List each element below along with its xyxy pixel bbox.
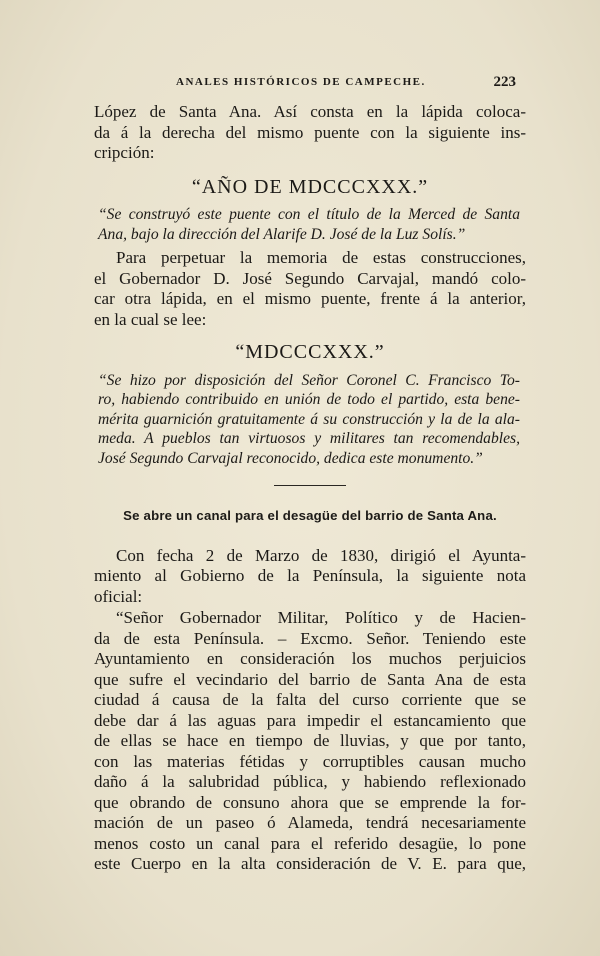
- text-line: oficial:: [94, 586, 143, 606]
- text-line: Ayuntamiento en consideración los muchos perjuicios: [94, 649, 526, 668]
- inscription-quote: [98, 371, 520, 469]
- quote-line: ro, habiendo contribuido en unión de todo el partido, esta bene-: [98, 391, 520, 408]
- text-line: este Cuerpo en la alta consideración de V. E. para que,: [94, 854, 526, 873]
- text-line: que obrando de consuno ahora que se emprende la for-: [94, 792, 526, 812]
- text-line: da de esta Península. – Excmo. Señor. Teniendo este: [94, 628, 526, 648]
- text-line: “Señor Gobernador Militar, Político y de Hacien-: [116, 608, 526, 627]
- paragraph-second-lapida: [94, 248, 526, 330]
- text-line: daño á la salubridad pública, y habiendo reflexionado: [94, 772, 526, 791]
- text-line: el Gobernador D. José Segundo Carvajal, mandó colo-: [94, 268, 526, 288]
- text-line: que sufre el vecindario del barrio de Santa Ana de esta: [94, 669, 526, 689]
- quote-line: “Se construyó este puente con el título de la Merced de Santa: [98, 206, 520, 223]
- quote-line: Ana, bajo la dirección del Alarife D. José de la Luz Solís.”: [98, 225, 466, 243]
- text-line: Con fecha 2 de Marzo de 1830, dirigió el Ayunta-: [116, 545, 526, 565]
- text-line: Para perpetuar la memoria de estas construcciones,: [116, 248, 526, 267]
- quote-line: José Segundo Carvajal reconocido, dedica este monumento.”: [98, 449, 483, 467]
- text-line: cripción:: [94, 143, 155, 162]
- section-divider: [274, 485, 346, 486]
- quote-line: meda. A pueblos tan virtuosos y militares tan recomendables,: [98, 430, 520, 447]
- quote-line: mérita guarnición gratuitamente á su construcción y la de la ala-: [98, 410, 520, 428]
- text-line: car otra lápida, en el mismo puente, frente á la anterior,: [94, 289, 526, 308]
- page-header: [176, 74, 516, 94]
- text-line: debe dar á las aguas para impedir el estancamiento que: [94, 710, 526, 730]
- text-line: mación de un paseo ó Alameda, tendrá necesariamente: [94, 813, 526, 832]
- quote-line: “Se hizo por disposición del Señor Coronel C. Francisco To-: [98, 371, 520, 389]
- text-line: menos costo un canal para el referido desagüe, lo pone: [94, 833, 526, 853]
- inscription-title: “AÑO DE MDCCCXXX.”: [191, 175, 429, 198]
- paragraph-nota-oficial: [94, 546, 526, 608]
- text-line: López de Santa Ana. Así consta en la lápida coloca-: [94, 102, 526, 121]
- running-head: ANALES HISTÓRICOS DE CAMPECHE.: [176, 76, 426, 88]
- inscription-title: “MDCCCXXX.”: [235, 341, 385, 363]
- paragraph-lapida-intro: [94, 102, 526, 164]
- page-number: 223: [493, 74, 516, 90]
- paragraph-letter: [94, 608, 526, 875]
- inscription-quote: [98, 205, 520, 244]
- text-line: miento al Gobierno de la Península, la siguiente nota: [94, 566, 526, 585]
- text-line: de ellas se hace en tiempo de lluvias, y que por tanto,: [94, 731, 526, 750]
- section-heading: Se abre un canal para el desagüe del barrio de Santa Ana.: [123, 508, 497, 523]
- page-body: [94, 102, 526, 875]
- text-line: ciudad á causa de la falta del curso corriente que se: [94, 690, 526, 709]
- text-line: da á la derecha del mismo puente con la siguiente ins-: [94, 122, 526, 142]
- text-line: en la cual se lee:: [94, 309, 207, 329]
- text-line: con las materias fétidas y corruptibles causan mucho: [94, 751, 526, 771]
